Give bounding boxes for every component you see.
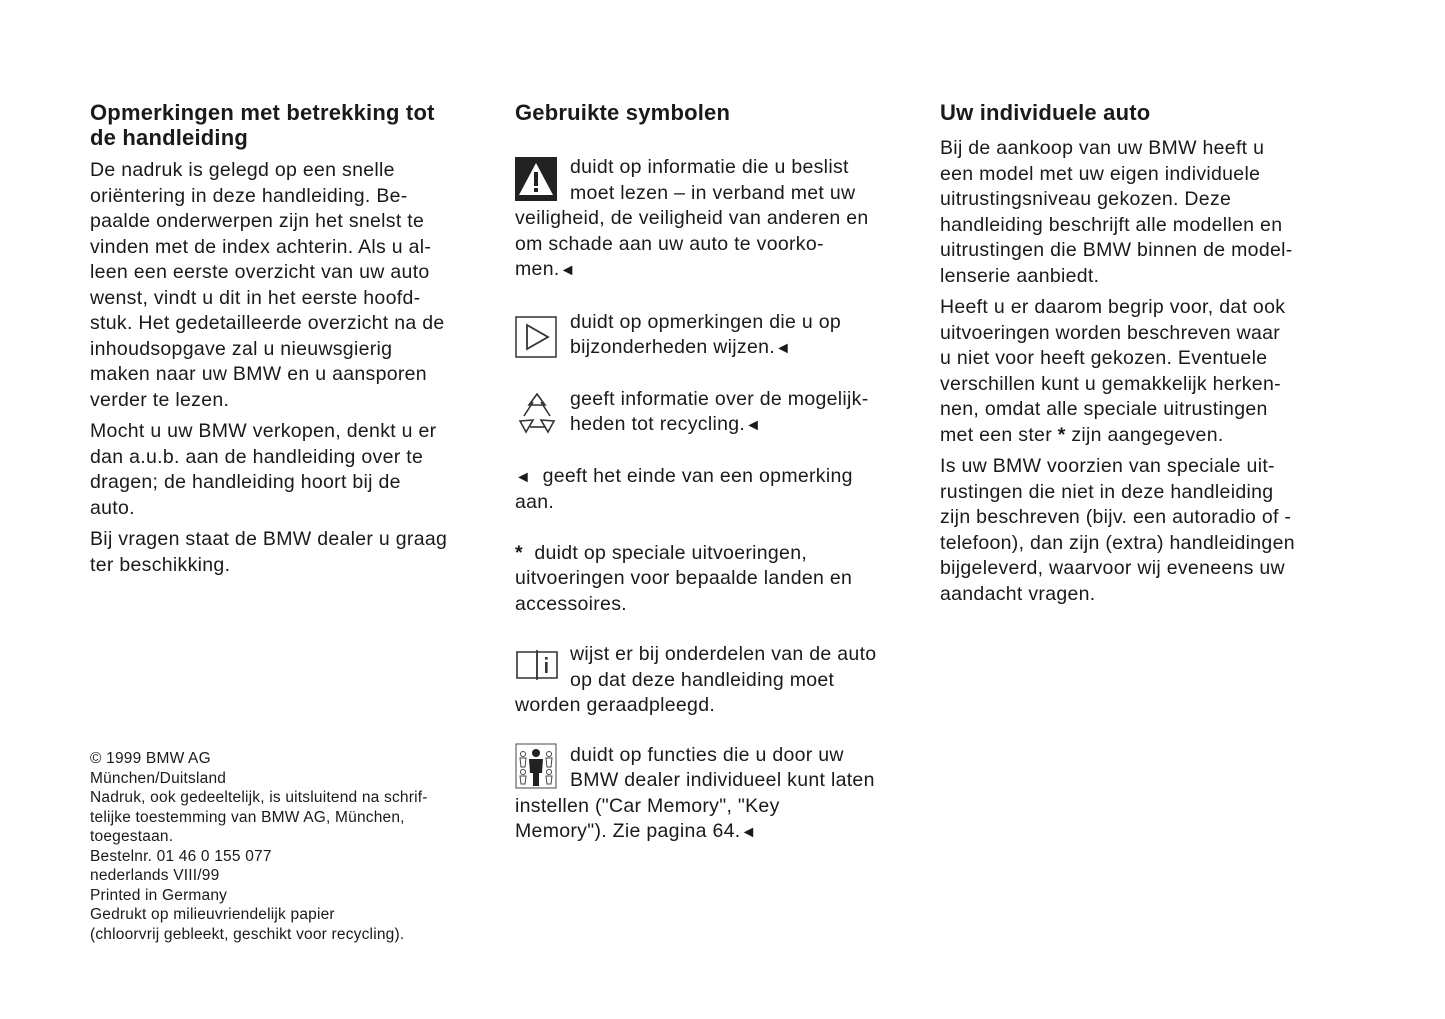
imprint-paper: Gedrukt op milieuvriendelijk papier xyxy=(90,906,335,923)
symbol-end-of-note: ◄ geeft het einde van een opmerking aan. xyxy=(515,464,853,513)
car-memory-person-icon xyxy=(515,743,557,794)
recycle-icon xyxy=(515,391,559,440)
symbol-star: * duidt op speciale uitvoeringen, uitvoeringen voor bepaalde landen en accessoires. xyxy=(515,541,853,615)
paragraph-orientation: De nadruk is gelegd op een snelle oriëntering in deze handleiding. Be- paalde onderwerpen zijn het snelst te vinden met de index achterin. Als u al- leen een eerste overzicht van uw auto wenst, vindt u dit in het eerste hoofd- stuk. Het gedetailleerde overzicht na de inhoudsopgave zal u nieuwsgierig maken naar uw BMW en u aansporen verder te lezen. xyxy=(90,159,445,411)
info-book-icon xyxy=(515,648,559,687)
play-arrow-icon xyxy=(515,316,557,363)
imprint-edition: nederlands VIII/99 xyxy=(90,867,220,884)
star-symbol: * xyxy=(1057,423,1066,446)
heading-manual-notes xyxy=(90,100,500,150)
heading-symbols: Gebruikte symbolen xyxy=(515,100,731,125)
symbol-warning: duidt op informatie die u beslist moet lezen – in verband met uw veiligheid, de veiligheid van anderen en om schade aan uw auto te voorko- men.◄ xyxy=(515,156,869,280)
symbol-info-book: wijst er bij onderdelen van de auto op dat deze handleiding moet worden geraadpleegd. xyxy=(515,643,877,716)
imprint-copyright: © 1999 BMW AG xyxy=(90,750,211,767)
end-mark: ◄ xyxy=(740,824,757,841)
symbol-note: duidt op opmerkingen die u op bijzonderheden wijzen.◄ xyxy=(515,310,925,362)
star-symbol: * xyxy=(515,541,523,564)
imprint-order-number: Bestelnr. 01 46 0 155 077 xyxy=(90,847,272,865)
column-individual-car xyxy=(940,100,1360,607)
end-mark: ◄ xyxy=(515,468,532,486)
imprint-line: Nadruk, ook gedeeltelijk, is uitsluitend na schrif- xyxy=(90,789,428,806)
imprint-line: toegestaan. xyxy=(90,828,174,845)
paragraph-selling: Mocht u uw BMW verkopen, denkt u er dan a.u.b. aan de handleiding over te dragen; de handleiding hoort bij de auto. xyxy=(90,420,437,519)
imprint-printed: Printed in Germany xyxy=(90,886,228,904)
paragraph-dealer: Bij vragen staat de BMW dealer u graag ter beschikking. xyxy=(90,528,448,576)
end-mark: ◄ xyxy=(745,417,762,434)
paragraph-purchase: Bij de aankoop van uw BMW heeft u een model met uw eigen individuele uitrustingsniveau gekozen. Deze handleiding beschrijft alle modellen en uitrustingen die BMW binnen de model- lenserie aanbiedt. xyxy=(940,137,1293,287)
heading-individual-car: Uw individuele auto xyxy=(940,100,1151,125)
imprint-line: telijke toestemming van BMW AG, München, xyxy=(90,808,405,826)
column-symbols xyxy=(515,100,925,846)
end-mark: ◄ xyxy=(774,340,792,357)
heading-line-2: de handleiding xyxy=(90,125,249,150)
imprint xyxy=(90,749,505,944)
symbol-car-memory: duidt op functies die u door uw BMW dealer individueel kunt laten instellen ("Car Memory", "Key Memory"). Zie pagina 64.◄ xyxy=(515,743,875,842)
imprint-paper-note: (chloorvrij gebleekt, geschikt voor recycling). xyxy=(90,925,405,943)
warning-triangle-icon xyxy=(515,157,557,206)
symbol-recycle: geeft informatie over de mogelijk- heden tot recycling.◄ xyxy=(515,387,925,439)
end-mark: ◄ xyxy=(559,262,576,279)
imprint-location: München/Duitsland xyxy=(90,769,227,787)
paragraph-extra-manuals: Is uw BMW voorzien van speciale uit- rustingen die niet in deze handleiding zijn beschreven (bijv. een autoradio of - telefoon), dan zijn (extra) handleidingen bijgeleverd, waarvoor wij eveneens uw aandacht vragen. xyxy=(940,455,1295,605)
paragraph-special-equipment: Heeft u er daarom begrip voor, dat ook uitvoeringen worden beschreven waar u niet voor heeft gekozen. Eventuele verschillen kunt u gemakkelijk herken- nen, omdat alle speciale uitrustingen met een ster * zijn aangegeven. xyxy=(940,296,1286,446)
column-manual-notes xyxy=(90,100,500,578)
heading-line-1: Opmerkingen met betrekking tot xyxy=(90,100,435,125)
